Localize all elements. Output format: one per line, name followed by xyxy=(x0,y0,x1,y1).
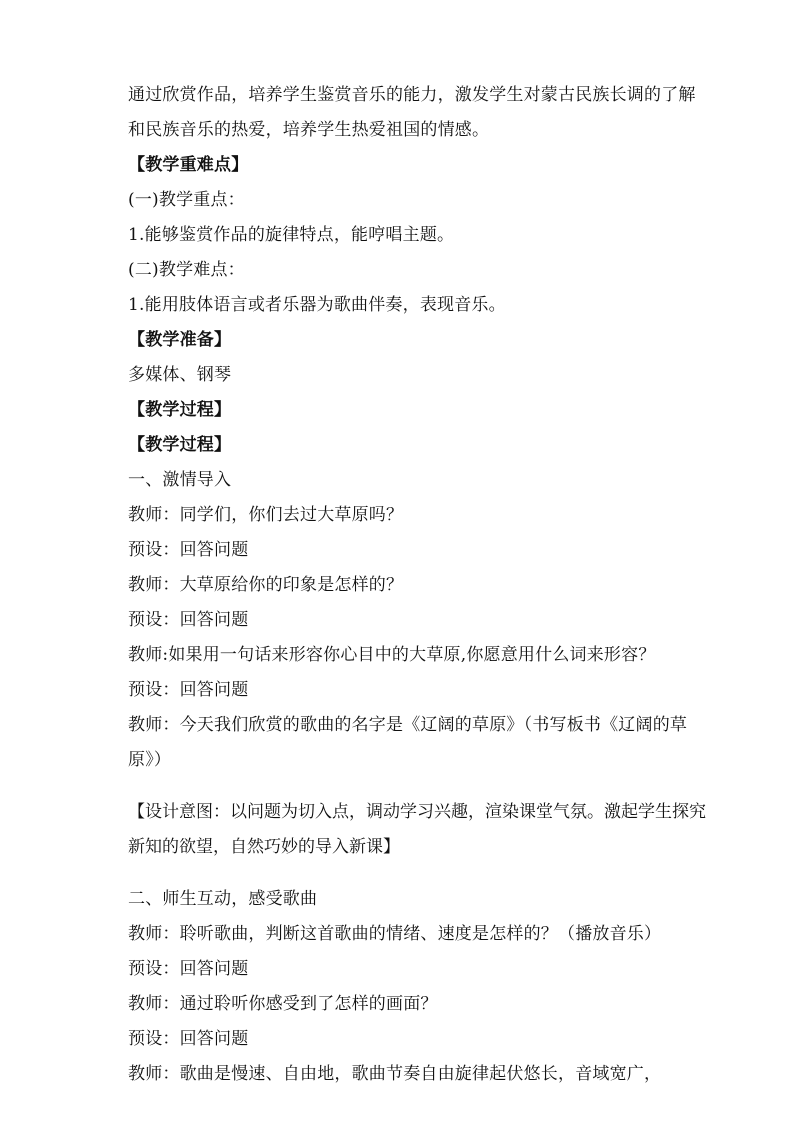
teacher-line: 教师：通过聆听你感受到了怎样的画面？ xyxy=(128,994,438,1014)
difficult-point-item: 1.能用肢体语言或者乐器为歌曲伴奏，表现音乐。 xyxy=(128,295,506,315)
document-body xyxy=(93,78,711,1092)
expected-answer-line: 预设：回答问题 xyxy=(128,1029,249,1049)
teacher-line: 教师：大草原给你的印象是怎样的？ xyxy=(128,575,404,595)
teacher-line: 教师：同学们，你们去过大草原吗？ xyxy=(128,505,404,525)
section-heading-process-repeat: 【教学过程】 xyxy=(128,435,232,455)
objective-paragraph: 通过欣赏作品，培养学生鉴赏音乐的能力，激发学生对蒙古民族长调的了解和民族音乐的热爱，培养学生热爱祖国的情感。 xyxy=(128,85,696,140)
preparation-text: 多媒体、钢琴 xyxy=(128,365,232,385)
design-intent-note: 【设计意图：以问题为切入点，调动学习兴趣，渲染课堂气氛。激起学生探究新知的欲望，自然巧妙的导入新课】 xyxy=(128,802,706,857)
subheading-difficult-points: (二)教学难点： xyxy=(128,260,245,280)
expected-answer-line: 预设：回答问题 xyxy=(128,959,249,979)
section-heading-process: 【教学过程】 xyxy=(128,400,232,420)
expected-answer-line: 预设：回答问题 xyxy=(128,680,249,700)
section-heading-key-difficult-points: 【教学重难点】 xyxy=(128,155,249,175)
key-point-item: 1.能够鉴赏作品的旋律特点，能哼唱主题。 xyxy=(128,225,455,245)
section-heading-preparation: 【教学准备】 xyxy=(128,330,232,350)
teacher-line: 教师：聆听歌曲，判断这首歌曲的情绪、速度是怎样的？（播放音乐） xyxy=(128,924,662,944)
teacher-line: 教师:如果用一句话来形容你心目中的大草原,你愿意用什么词来形容？ xyxy=(128,645,656,665)
expected-answer-line: 预设：回答问题 xyxy=(128,540,249,560)
step-heading-interaction: 二、师生互动，感受歌曲 xyxy=(128,889,318,909)
step-heading-intro: 一、激情导入 xyxy=(128,470,232,490)
expected-answer-line: 预设：回答问题 xyxy=(128,610,249,630)
teacher-line: 教师：今天我们欣赏的歌曲的名字是《辽阔的草原》（书写板书《辽阔的草原》） xyxy=(128,715,688,770)
teacher-line: 教师：歌曲是慢速、自由地，歌曲节奏自由旋律起伏悠长，音域宽广， xyxy=(128,1064,662,1084)
subheading-key-points: (一)教学重点： xyxy=(128,190,245,210)
